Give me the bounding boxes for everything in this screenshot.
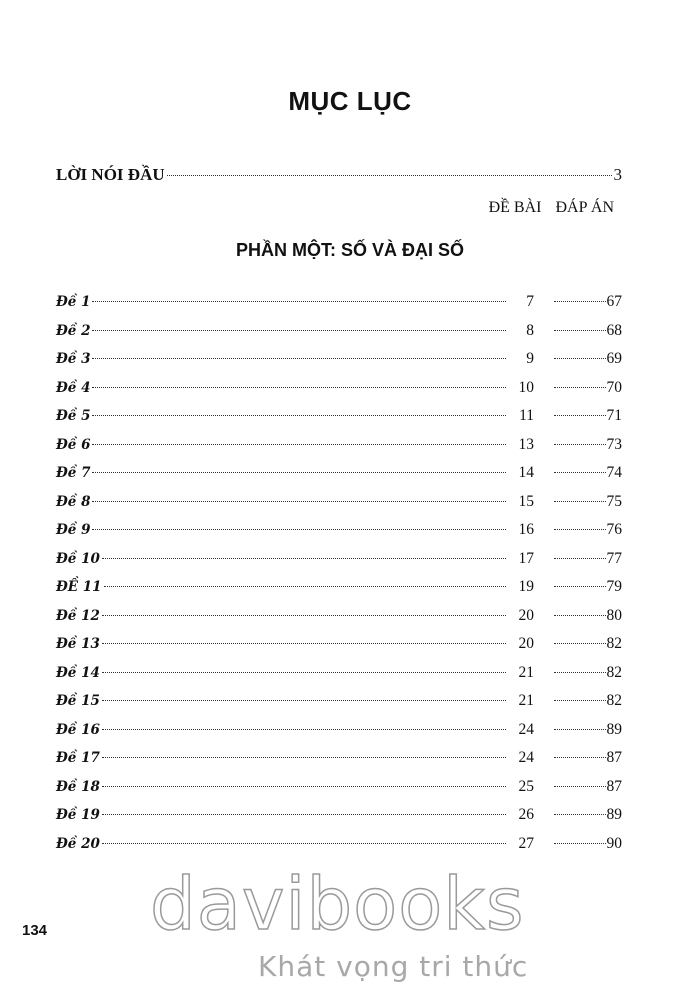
- answer-cell: [554, 778, 622, 796]
- exercise-page: 20: [518, 606, 534, 624]
- entry-name: Đề 9: [56, 522, 91, 538]
- answer-cell: [554, 464, 622, 482]
- dot-leader: [554, 729, 606, 730]
- exercise-page: 19: [518, 578, 534, 595]
- entry-name: Đề 2: [56, 322, 91, 339]
- dot-leader: [554, 757, 606, 758]
- answer-cell: [554, 806, 622, 824]
- toc-row: [56, 379, 622, 408]
- dot-leader: [102, 672, 506, 673]
- exercise-page: 10: [518, 378, 534, 396]
- answer-cell: [554, 379, 622, 397]
- entry-name: Đề 10: [56, 550, 100, 567]
- answer-cell: [554, 721, 622, 739]
- answer-cell: [554, 322, 622, 340]
- exercise-page: 27: [518, 834, 534, 852]
- dot-leader: [102, 643, 506, 644]
- answer-page: 68: [606, 321, 622, 339]
- answer-cell: [554, 550, 622, 568]
- answer-cell: [554, 635, 622, 653]
- answer-cell: [554, 407, 622, 425]
- answer-page: 69: [606, 350, 622, 367]
- answer-cell: [554, 521, 622, 539]
- entry-name: Đề 16: [56, 721, 100, 738]
- entry-name: Đề 13: [56, 636, 100, 652]
- answer-cell: [554, 835, 622, 853]
- toc-row: [56, 578, 622, 607]
- exercise-page: 9: [526, 350, 534, 367]
- exercise-page: 24: [518, 749, 534, 766]
- answer-page: 70: [606, 378, 622, 396]
- entry-name: Đề 6: [56, 436, 91, 453]
- answer-page: 80: [606, 606, 622, 624]
- toc-row: [56, 692, 622, 721]
- exercise-page: 20: [518, 635, 534, 652]
- exercise-page: 8: [526, 321, 534, 339]
- entry-name: Đề 14: [56, 664, 100, 681]
- toc-row: [56, 806, 622, 835]
- toc-row: [56, 521, 622, 550]
- dot-leader: [167, 175, 612, 176]
- dot-leader: [102, 729, 506, 730]
- entry-name: Đề 15: [56, 693, 100, 709]
- dot-leader: [554, 643, 606, 644]
- answer-page: 75: [606, 492, 622, 510]
- dot-leader: [92, 529, 506, 530]
- exercise-page: 17: [518, 549, 534, 567]
- column-headers: [489, 199, 614, 217]
- answer-cell: [554, 293, 622, 311]
- dot-leader: [92, 444, 506, 445]
- toc-row: [56, 464, 622, 493]
- dot-leader: [102, 843, 506, 844]
- entry-name: Đề 5: [56, 408, 91, 424]
- exercise-page: 7: [526, 293, 534, 310]
- preface-label: LỜI NÓI ĐẦU: [56, 165, 165, 184]
- answer-cell: [554, 493, 622, 511]
- exercise-column-header: ĐỀ BÀI: [488, 199, 542, 216]
- answer-cell: [554, 350, 622, 368]
- dot-leader: [102, 558, 506, 559]
- dot-leader: [554, 843, 606, 844]
- answer-page: 89: [606, 720, 622, 738]
- dot-leader: [554, 501, 606, 502]
- toc-row: [56, 635, 622, 664]
- dot-leader: [554, 301, 606, 302]
- answer-page: 73: [606, 435, 622, 453]
- dot-leader: [102, 757, 506, 758]
- exercise-page: 15: [518, 492, 534, 510]
- dot-leader: [554, 786, 606, 787]
- dot-leader: [554, 415, 606, 416]
- dot-leader: [92, 387, 506, 388]
- toc-row: [56, 293, 622, 322]
- dot-leader: [554, 558, 606, 559]
- dot-leader: [92, 415, 506, 416]
- answer-cell: [554, 607, 622, 625]
- toc-row: [56, 664, 622, 693]
- entry-name: Đề 18: [56, 778, 100, 795]
- answer-cell: [554, 436, 622, 454]
- dot-leader: [104, 586, 506, 587]
- toc-row: [56, 322, 622, 351]
- exercise-page: 16: [518, 521, 534, 538]
- answer-page: 82: [606, 635, 622, 652]
- entry-name: Đề 1: [56, 294, 91, 310]
- dot-leader: [102, 786, 506, 787]
- answer-page: 79: [606, 578, 622, 595]
- answer-page: 87: [606, 777, 622, 795]
- toc-row: [56, 749, 622, 778]
- dot-leader: [92, 358, 506, 359]
- exercise-page: 21: [518, 692, 534, 709]
- toc-row: [56, 407, 622, 436]
- answer-cell: [554, 692, 622, 710]
- toc-list: [56, 293, 622, 863]
- answer-page: 77: [606, 549, 622, 567]
- dot-leader: [554, 472, 606, 473]
- entry-name: Đề 17: [56, 750, 100, 766]
- answer-page: 76: [606, 521, 622, 538]
- exercise-page: 13: [518, 435, 534, 453]
- entry-name: Đề 4: [56, 379, 91, 396]
- toc-row: [56, 493, 622, 522]
- dot-leader: [92, 330, 506, 331]
- exercise-page: 21: [518, 663, 534, 681]
- entry-name: Đề 7: [56, 465, 91, 481]
- dot-leader: [554, 814, 606, 815]
- preface-entry: [56, 165, 622, 185]
- entry-name: Đề 3: [56, 351, 91, 367]
- dot-leader: [554, 444, 606, 445]
- part-title: PHẦN MỘT: SỐ VÀ ĐẠI SỐ: [235, 240, 464, 260]
- entry-name: Đề 8: [56, 493, 91, 510]
- answer-cell: [554, 578, 622, 596]
- answer-page: 67: [606, 293, 622, 310]
- page-number: 134: [22, 922, 48, 939]
- answer-page: 74: [606, 464, 622, 481]
- answer-column-header: ĐÁP ÁN: [555, 199, 614, 216]
- dot-leader: [554, 700, 606, 701]
- answer-page: 71: [606, 407, 622, 424]
- dot-leader: [92, 472, 506, 473]
- answer-cell: [554, 749, 622, 767]
- exercise-page: 25: [518, 777, 534, 795]
- dot-leader: [102, 700, 506, 701]
- dot-leader: [102, 615, 506, 616]
- dot-leader: [92, 501, 506, 502]
- exercise-page: 14: [518, 464, 534, 481]
- exercise-page: 24: [518, 720, 534, 738]
- preface-page: 3: [613, 165, 622, 184]
- entry-name: Đề 12: [56, 607, 100, 624]
- answer-page: 87: [606, 749, 622, 766]
- answer-page: 90: [606, 834, 622, 852]
- toc-row: [56, 607, 622, 636]
- dot-leader: [554, 529, 606, 530]
- entry-name: Đề 20: [56, 835, 100, 852]
- watermark-brand: davibooks: [150, 862, 525, 946]
- dot-leader: [102, 814, 506, 815]
- exercise-page: 26: [518, 806, 534, 823]
- toc-row: [56, 721, 622, 750]
- toc-row: [56, 350, 622, 379]
- dot-leader: [554, 672, 606, 673]
- dot-leader: [554, 586, 606, 587]
- page-title: MỤC LỤC: [288, 86, 412, 116]
- toc-row: [56, 835, 622, 864]
- dot-leader: [92, 301, 506, 302]
- dot-leader: [554, 358, 606, 359]
- entry-name: ĐỀ 11: [56, 579, 102, 595]
- toc-row: [56, 778, 622, 807]
- watermark-slogan: Khát vọng tri thức: [258, 950, 529, 983]
- answer-page: 82: [606, 663, 622, 681]
- answer-page: 82: [606, 692, 622, 709]
- dot-leader: [554, 387, 606, 388]
- answer-page: 89: [606, 806, 622, 823]
- dot-leader: [554, 330, 606, 331]
- dot-leader: [554, 615, 606, 616]
- answer-cell: [554, 664, 622, 682]
- entry-name: Đề 19: [56, 807, 100, 823]
- exercise-page: 11: [519, 407, 534, 424]
- toc-row: [56, 436, 622, 465]
- toc-row: [56, 550, 622, 579]
